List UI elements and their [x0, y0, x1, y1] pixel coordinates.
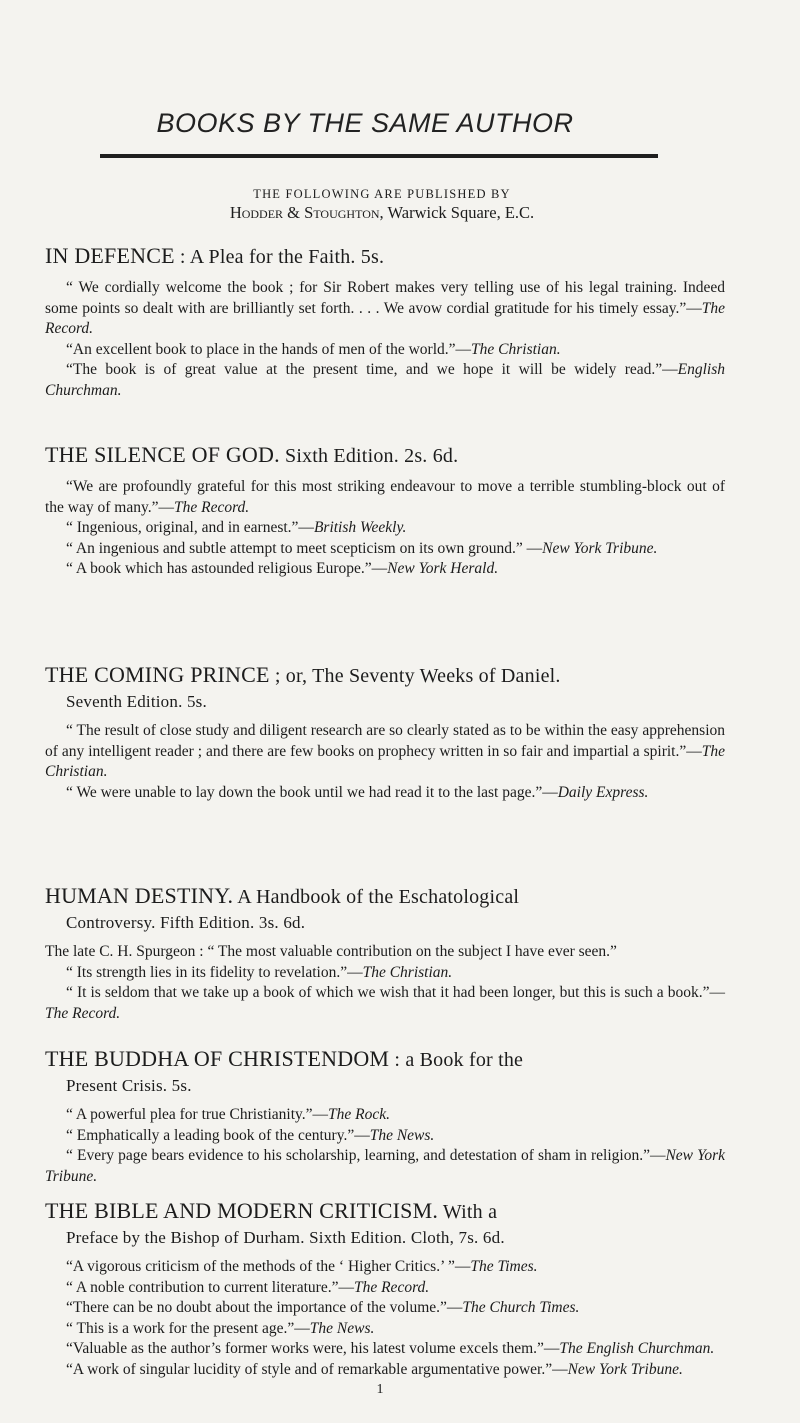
- publisher-line-1: THE FOLLOWING ARE PUBLISHED BY: [253, 187, 511, 201]
- book-title-line: [45, 1198, 725, 1251]
- review: “ Its strength lies in its fidelity to revelation.”—The Christian.: [66, 963, 453, 981]
- book-title-line: [45, 1046, 725, 1099]
- publisher-line-2: [0, 203, 764, 223]
- book-edition: Seventh Edition. 5s.: [66, 692, 207, 711]
- book-subtitle: With a: [438, 1201, 498, 1223]
- review: “ An ingenious and subtle attempt to meet scepticism on its own ground.” —New York Tribune.: [66, 539, 658, 557]
- book-entry-silence-of-god: [45, 442, 725, 580]
- review: “ Ingenious, original, and in earnest.”—British Weekly.: [66, 519, 407, 537]
- book-subtitle: Sixth Edition. 2s. 6d.: [279, 445, 459, 467]
- book-entry-buddha-of-christendom: [45, 1046, 725, 1187]
- review: “There can be no doubt about the importance of the volume.”—The Church Times.: [66, 1299, 580, 1317]
- book-entry-human-destiny: [45, 883, 725, 1024]
- book-entry-coming-prince: [45, 662, 725, 803]
- book-title-line: [45, 442, 725, 469]
- book-title: THE BIBLE AND MODERN CRITICISM.: [45, 1198, 439, 1223]
- book-title-line: [45, 883, 725, 936]
- book-edition: Preface by the Bishop of Durham. Sixth Edition. Cloth, 7s. 6d.: [66, 1228, 505, 1247]
- book-entry-bible-and-modern-criticism: [45, 1198, 725, 1381]
- book-title: HUMAN DESTINY.: [45, 883, 234, 908]
- review: “ A powerful plea for true Christianity.”—The Rock.: [66, 1106, 390, 1123]
- review: The late C. H. Spurgeon : “ The most valuable contribution on the subject I have ever seen.”: [45, 943, 617, 960]
- publisher-address: Warwick Square, E.C.: [383, 203, 535, 222]
- book-title: THE SILENCE OF GOD.: [45, 442, 280, 467]
- review: “ It is seldom that we take up a book of which we wish that it had been longer, but this is such a book.”—The Record.: [45, 984, 725, 1022]
- book-subtitle: A Handbook of the Eschatological: [233, 886, 520, 908]
- review: “ A book which has astounded religious Europe.”—New York Herald.: [66, 560, 499, 578]
- book-subtitle: ; or, The Seventy Weeks of Daniel.: [269, 665, 561, 687]
- review: “The book is of great value at the present time, and we hope it will be widely read.”—English Churchman.: [45, 361, 725, 399]
- book-subtitle: : a Book for the: [389, 1049, 524, 1071]
- review: “ The result of close study and diligent research are so clearly stated as to be within the easy apprehension of any intelligent reader ; and there are few books on prophecy written in so fair and impartial a spirit.”—The Christian.: [45, 722, 725, 781]
- book-entry-in-defence: [45, 243, 725, 402]
- book-title-line: [45, 243, 725, 270]
- book-edition: Controversy. Fifth Edition. 3s. 6d.: [66, 913, 306, 932]
- book-title: THE BUDDHA OF CHRISTENDOM: [45, 1046, 390, 1071]
- book-title-line: [45, 662, 725, 715]
- page-number: 1: [376, 1382, 384, 1397]
- page-heading: BOOKS BY THE SAME AUTHOR: [156, 108, 574, 138]
- review: “ We were unable to lay down the book until we had read it to the last page.”—Daily Express.: [66, 783, 649, 801]
- review: “We are profoundly grateful for this most striking endeavour to move a terrible stumbling-block out of the way of many.”—The Record.: [45, 478, 725, 516]
- book-subtitle: : A Plea for the Faith. 5s.: [174, 246, 385, 268]
- review: “ We cordially welcome the book ; for Sir Robert makes very telling use of his legal training. Indeed some points so dealt with are brilliantly set forth. . . . We avow cordial gratitude for his timely essay.”—The Record.: [45, 279, 725, 338]
- book-edition: Present Crisis. 5s.: [66, 1076, 192, 1095]
- review: “Valuable as the author’s former works were, his latest volume excels them.”—The English Churchman.: [66, 1340, 715, 1358]
- heading-rule: [100, 154, 658, 158]
- review: “An excellent book to place in the hands of men of the world.”—The Christian.: [66, 340, 561, 358]
- review: “A work of singular lucidity of style and of remarkable argumentative power.”—New York Tribune.: [66, 1360, 683, 1378]
- book-title: IN DEFENCE: [45, 243, 175, 268]
- review: “ A noble contribution to current literature.”—The Record.: [66, 1278, 430, 1296]
- review: “ Every page bears evidence to his scholarship, learning, and detestation of sham in religion.”—New York Tribune.: [45, 1147, 725, 1185]
- publisher-names: Hodder & Stoughton,: [229, 203, 384, 222]
- review: “A vigorous criticism of the methods of the ‘ Higher Critics.’ ”—The Times.: [66, 1258, 538, 1275]
- review: “ Emphatically a leading book of the century.”—The News.: [66, 1126, 435, 1144]
- review: “ This is a work for the present age.”—The News.: [66, 1319, 375, 1337]
- book-title: THE COMING PRINCE: [45, 662, 270, 687]
